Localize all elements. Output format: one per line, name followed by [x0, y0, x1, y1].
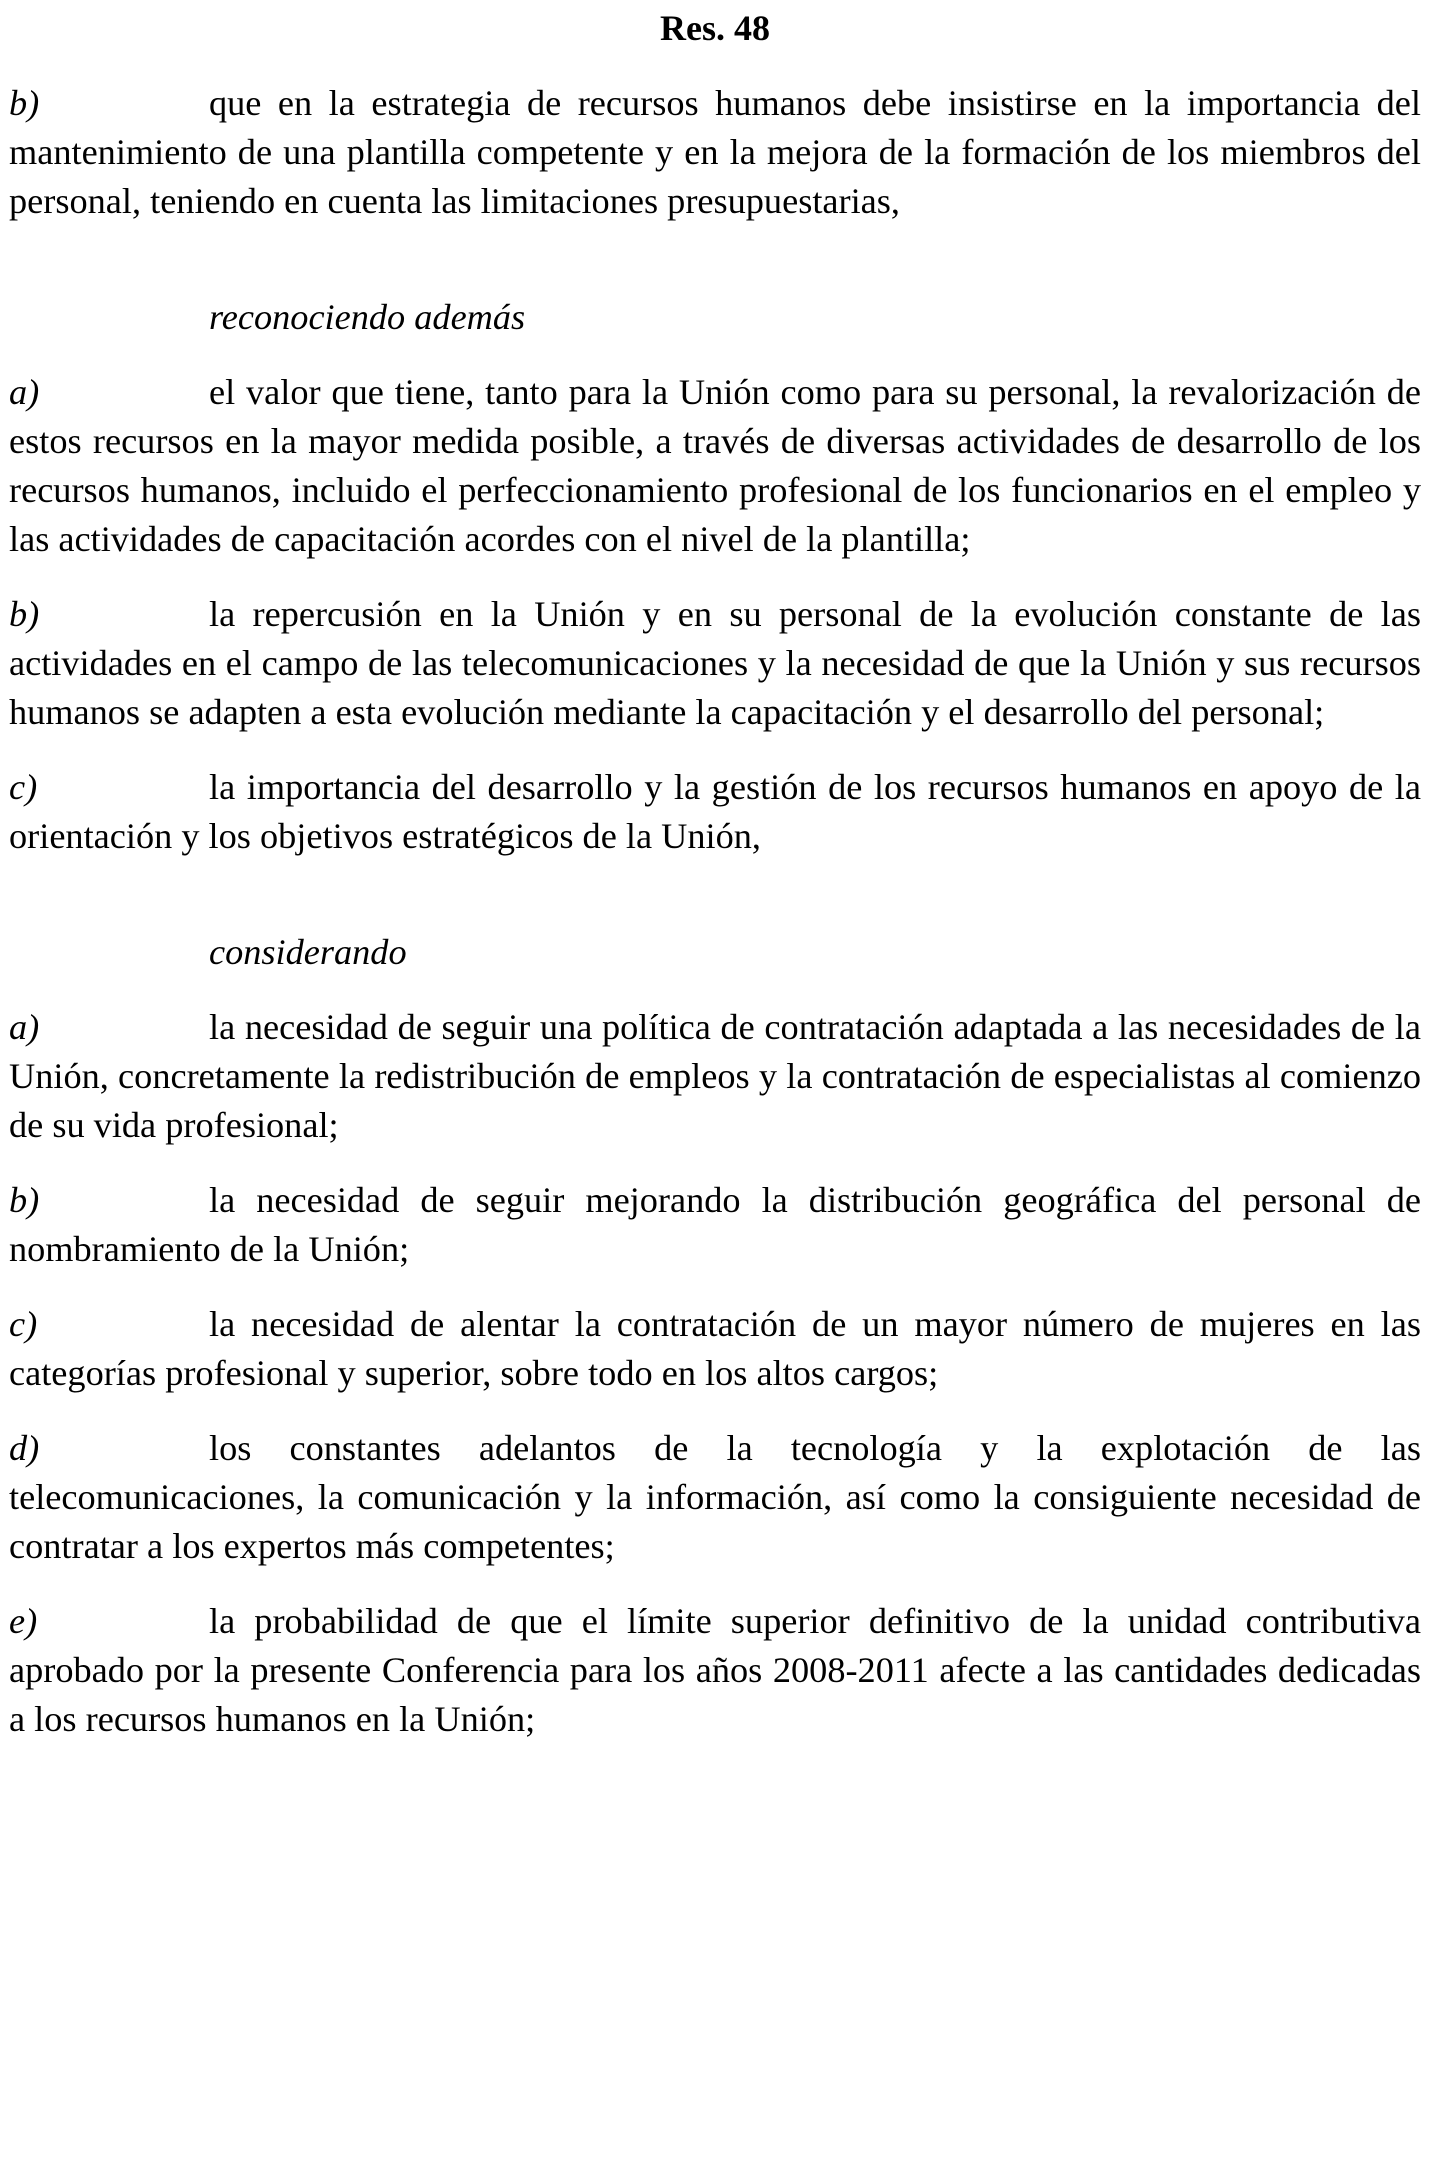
item-text: la probabilidad de que el límite superior definitivo de la unidad contributiva aprobado por la presente Conferencia para los años 2008-2011 afecte a las cantidades dedicadas a los recursos humanos en la Unión;	[9, 1601, 1421, 1739]
paragraph-considerando-d	[9, 1424, 1421, 1571]
paragraph-considerando-a	[9, 1003, 1421, 1150]
paragraph-considerando-e	[9, 1597, 1421, 1744]
item-text: la necesidad de seguir mejorando la distribución geográfica del personal de nombramiento de la Unión;	[9, 1180, 1421, 1269]
item-label: e)	[9, 1601, 38, 1641]
document-page	[9, 0, 1421, 1744]
paragraph-reconociendo-b	[9, 590, 1421, 737]
paragraph-considerando-c	[9, 1300, 1421, 1398]
item-text: la importancia del desarrollo y la gestión de los recursos humanos en apoyo de la orientación y los objetivos estratégicos de la Unión,	[9, 767, 1421, 856]
resolution-number: Res. 48	[660, 8, 770, 48]
item-text: la necesidad de alentar la contratación de un mayor número de mujeres en las categorías profesional y superior, sobre todo en los altos cargos;	[9, 1304, 1421, 1393]
item-label: c)	[9, 1304, 38, 1344]
item-text: que en la estrategia de recursos humanos debe insistirse en la importancia del mantenimiento de una plantilla competente y en la mejora de la formación de los miembros del personal, teniendo en cuenta las limitaciones presupuestarias,	[9, 83, 1421, 221]
paragraph-b-continued	[9, 79, 1421, 226]
section-heading-reconociendo: reconociendo además	[209, 297, 526, 337]
item-label: d)	[9, 1428, 40, 1468]
section-heading-considerando: considerando	[209, 932, 407, 972]
paragraph-reconociendo-c	[9, 763, 1421, 861]
item-label: b)	[9, 1180, 40, 1220]
item-label: b)	[9, 83, 40, 123]
paragraph-considerando-b	[9, 1176, 1421, 1274]
item-text: el valor que tiene, tanto para la Unión como para su personal, la revalorización de estos recursos en la mayor medida posible, a través de diversas actividades de desarrollo de los recursos humanos, incluido el perfeccionamiento profesional de los funcionarios en el empleo y las actividades de capacitación acordes con el nivel de la plantilla;	[9, 372, 1421, 559]
item-label: b)	[9, 594, 40, 634]
item-label: a)	[9, 1007, 40, 1047]
paragraph-reconociendo-a	[9, 368, 1421, 564]
item-text: la necesidad de seguir una política de contratación adaptada a las necesidades de la Unión, concretamente la redistribución de empleos y la contratación de especialistas al comienzo de su vida profesional;	[9, 1007, 1421, 1145]
item-label: c)	[9, 767, 38, 807]
item-text: los constantes adelantos de la tecnología y la explotación de las telecomunicaciones, la comunicación y la información, así como la consiguiente necesidad de contratar a los expertos más competentes;	[9, 1428, 1421, 1566]
item-label: a)	[9, 372, 40, 412]
item-text: la repercusión en la Unión y en su personal de la evolución constante de las actividades en el campo de las telecomunicaciones y la necesidad de que la Unión y sus recursos humanos se adapten a esta evolución mediante la capacitación y el desarrollo del personal;	[9, 594, 1421, 732]
